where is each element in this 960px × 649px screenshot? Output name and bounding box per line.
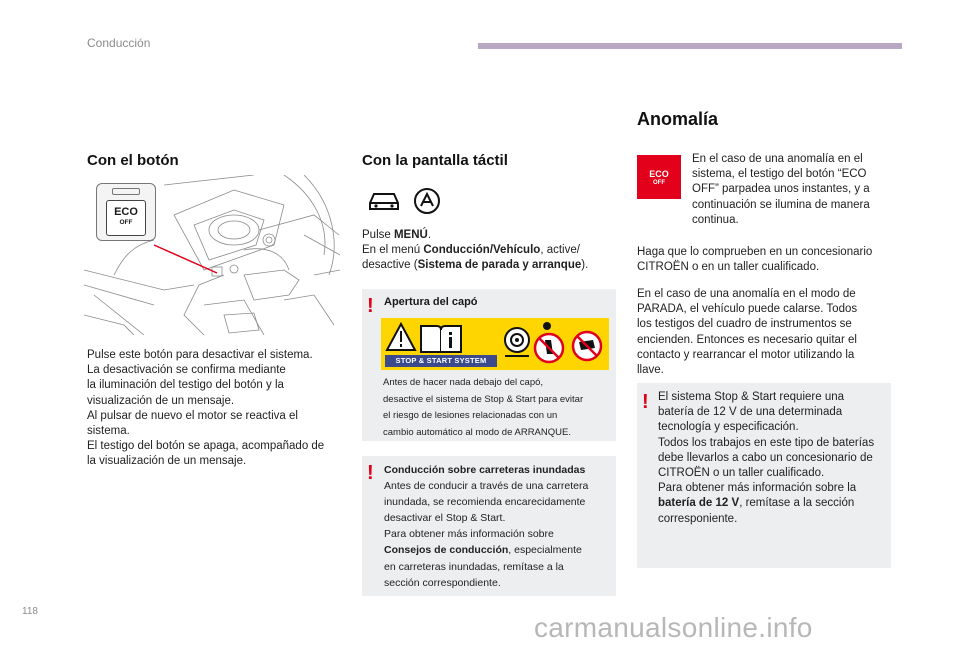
- heading-con-el-boton: Con el botón: [87, 152, 179, 169]
- text-line: cambio automático al modo de ARRANQUE.: [383, 426, 571, 438]
- text-fragment: desactive (: [362, 259, 418, 272]
- text-line: desactivar el Stop & Start.: [384, 512, 506, 525]
- text-line: PARADA, el vehículo puede calarse. Todos: [637, 303, 858, 316]
- text-fragment: ).: [581, 259, 589, 272]
- bonnet-warning-text: [383, 375, 611, 441]
- text-fragment: , remítase a la sección: [739, 497, 855, 510]
- text-line: [362, 228, 612, 243]
- button-instructions: [87, 348, 347, 470]
- text-line: continuación se ilumina de manera: [692, 198, 870, 211]
- text-line: los testigos del cuadro de instrumentos se: [637, 318, 852, 331]
- heading-pantalla-tactil: Con la pantalla táctil: [362, 152, 508, 169]
- text-line: La desactivación se confirma mediante: [87, 364, 286, 377]
- link-reference: batería de 12 V: [658, 497, 740, 510]
- section-title: Conducción: [87, 36, 151, 50]
- text-line: la visualización de un mensaje.: [87, 455, 247, 468]
- warning-title: Conducción sobre carreteras inundadas: [384, 464, 586, 476]
- stop-mode-anomaly-text: [637, 287, 897, 378]
- text-line: En el caso de una anomalía en el modo de: [637, 288, 856, 300]
- page-number: 118: [22, 606, 38, 617]
- header-accent-bar: [478, 43, 902, 49]
- text-line: Haga que lo comprueben en un concesionario: [637, 246, 873, 258]
- text-line: El testigo del botón se apaga, acompañado de: [87, 440, 325, 453]
- eco-off-button[interactable]: [106, 200, 146, 236]
- text-line: sección correspondiente.: [384, 576, 501, 589]
- text-line: OFF” parpadea unos instantes, y a: [692, 183, 870, 196]
- touchscreen-instructions: [362, 228, 612, 274]
- text-line: llave.: [637, 364, 664, 377]
- system-name: Sistema de parada y arranque: [417, 259, 582, 272]
- off-label: OFF: [653, 180, 665, 186]
- text-fragment: En el menú: [362, 244, 424, 257]
- flooded-roads-warning-text: [384, 462, 612, 591]
- text-line: debe llevarlos a cabo un concesionario de: [658, 451, 873, 464]
- text-line: Todos los trabajos en este tipo de baterías: [658, 436, 875, 449]
- text-line: desactive el sistema de Stop & Start para evitar: [383, 393, 584, 405]
- heading-anomalia: Anomalía: [637, 109, 719, 129]
- text-line: encienden. Entonces es necesario quitar el: [637, 333, 857, 346]
- warning-title: Apertura del capó: [384, 296, 478, 308]
- warning-exclamation-icon: !: [367, 295, 374, 317]
- text-line: Para obtener más información sobre: [384, 528, 554, 541]
- watermark: carmanualsonline.info: [534, 612, 813, 643]
- text-line: El sistema Stop & Start requiere una: [658, 391, 845, 403]
- text-line: [362, 243, 612, 258]
- text-line: [658, 496, 888, 511]
- text-line: [362, 258, 612, 273]
- stop-start-label: STOP & START SYSTEM: [385, 355, 497, 367]
- text-line: en carreteras inundadas, remítase a la: [384, 560, 564, 573]
- text-line: Pulse este botón para desactivar el sistema.: [87, 349, 313, 361]
- anomaly-lamp-text: [692, 152, 892, 228]
- car-icon: [366, 188, 402, 219]
- link-reference: Consejos de conducción: [384, 544, 509, 557]
- text-fragment: Pulse: [362, 229, 394, 241]
- eco-label: ECO: [649, 169, 669, 179]
- warning-exclamation-icon: !: [367, 462, 374, 484]
- text-line: corresponiente.: [658, 512, 738, 525]
- driving-assist-icon: [412, 186, 442, 221]
- eco-label: ECO: [114, 206, 138, 218]
- button-indicator-slot: [112, 188, 140, 195]
- off-label: OFF: [119, 219, 133, 226]
- text-line: Al pulsar de nuevo el motor se reactiva el: [87, 409, 298, 422]
- text-line: contacto y rearrancar el motor utilizando la: [637, 348, 855, 361]
- battery-warning-text: [658, 390, 888, 527]
- text-fragment: .: [427, 229, 432, 241]
- text-line: la iluminación del testigo del botón y la: [87, 379, 284, 392]
- text-line: Antes de hacer nada debajo del capó,: [383, 377, 544, 388]
- text-line: inundada, se recomienda encarecidamente: [384, 496, 586, 509]
- text-fragment: , especialmente: [508, 544, 582, 557]
- text-line: CITROËN o un taller cualificado.: [658, 467, 825, 480]
- text-line: En el caso de una anomalía en el: [692, 153, 863, 165]
- text-line: [384, 542, 612, 558]
- text-line: continua.: [692, 213, 739, 226]
- warning-exclamation-icon: !: [642, 391, 649, 413]
- text-line: sistema.: [87, 425, 130, 438]
- text-line: Antes de conducir a través de una carretera: [384, 480, 589, 493]
- text-line: Para obtener más información sobre la: [658, 482, 857, 495]
- text-line: CITROËN o en un taller cualificado.: [637, 261, 820, 274]
- text-line: el riesgo de lesiones relacionadas con un: [383, 410, 558, 421]
- menu-path: Conducción/Vehículo: [423, 244, 541, 257]
- text-fragment: , active/: [540, 244, 580, 257]
- text-line: tecnología y especificación.: [658, 421, 799, 434]
- dealer-check-text: [637, 245, 897, 275]
- menu-keyword: MENÚ: [393, 229, 428, 241]
- text-line: batería de 12 V de una determinada: [658, 406, 843, 419]
- stop-start-warning-banner: [381, 318, 609, 370]
- eco-off-warning-lamp: [637, 155, 681, 199]
- text-line: visualización de un mensaje.: [87, 394, 235, 407]
- text-line: sistema, el testigo del botón “ECO: [692, 168, 867, 181]
